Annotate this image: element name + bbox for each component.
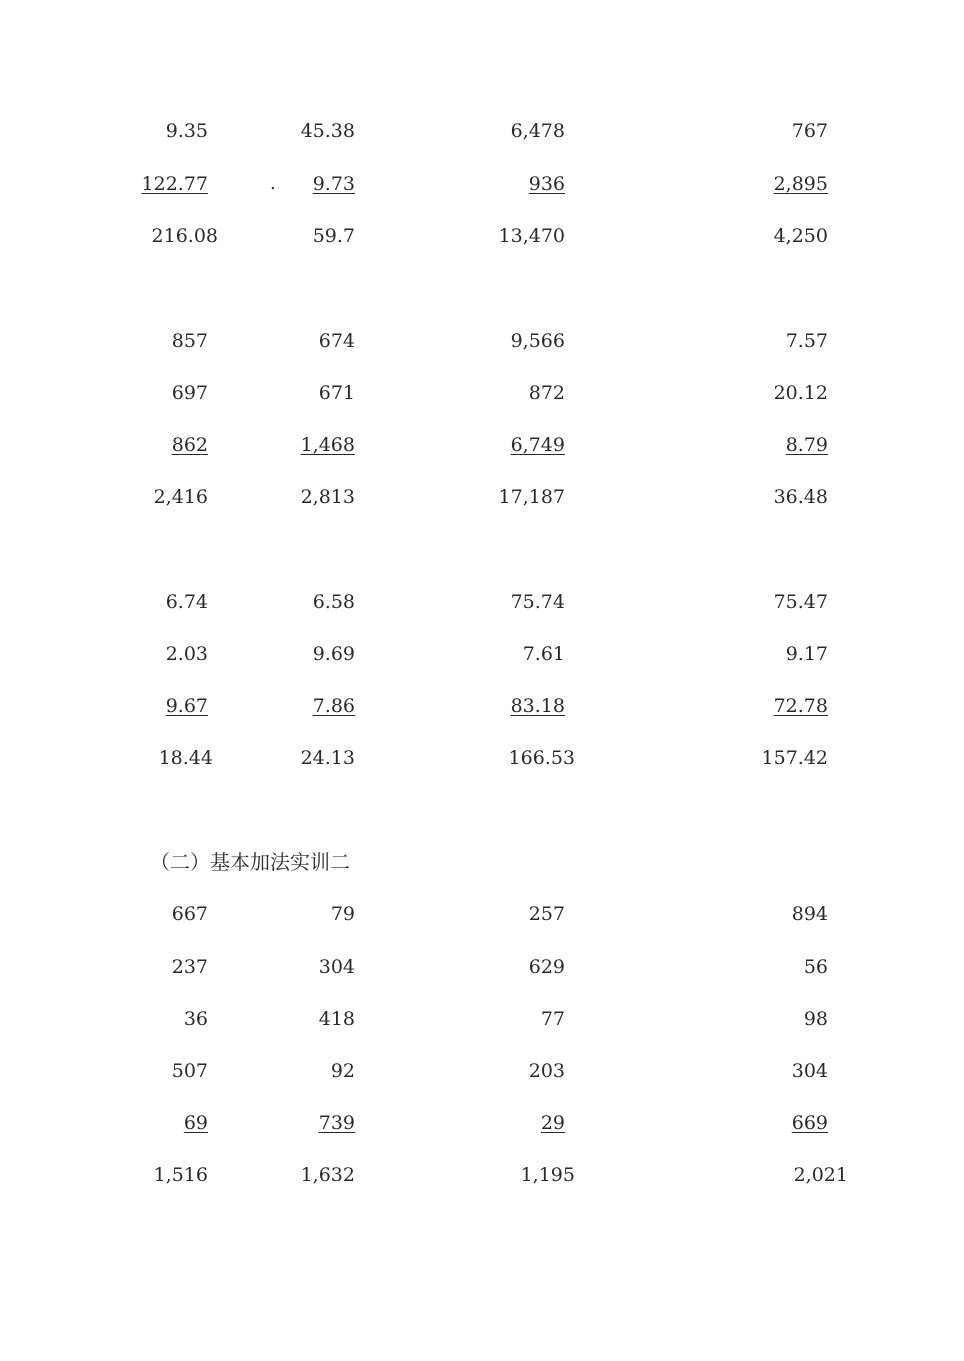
addend: 75.74 <box>510 591 565 613</box>
addend: 20.12 <box>773 382 828 404</box>
addend: 45.38 <box>300 120 355 142</box>
addend: 257 <box>528 903 565 925</box>
last-addend: 936 <box>528 173 565 195</box>
addend: 674 <box>318 330 355 352</box>
addend: 872 <box>528 382 565 404</box>
sum: 2,416 <box>153 486 208 508</box>
last-addend: 6,749 <box>510 434 565 456</box>
sum: 13,470 <box>498 225 565 247</box>
addend: 77 <box>540 1008 565 1030</box>
sum: 2,813 <box>300 486 355 508</box>
last-addend: 669 <box>791 1112 828 1134</box>
last-addend: 1,468 <box>300 434 355 456</box>
addend: 7.61 <box>522 643 565 665</box>
addend: 9.17 <box>785 643 828 665</box>
addend: 697 <box>171 382 208 404</box>
addend: 9,566 <box>510 330 565 352</box>
sum: 1,516 <box>153 1164 208 1186</box>
addend: 304 <box>791 1060 828 1082</box>
addend: 79 <box>330 903 355 925</box>
sum: 17,187 <box>498 486 565 508</box>
last-addend: 83.18 <box>510 695 565 717</box>
sum: 216.08 <box>151 225 218 247</box>
addend: 7.57 <box>785 330 828 352</box>
addend: 6.58 <box>312 591 355 613</box>
last-addend: 7.86 <box>312 695 355 717</box>
last-addend: 8.79 <box>785 434 828 456</box>
addend: 6.74 <box>165 591 208 613</box>
addend: 98 <box>803 1008 828 1030</box>
addend: 237 <box>171 956 208 978</box>
section-heading: （二）基本加法实训二 <box>150 850 350 874</box>
sum: 1,195 <box>520 1164 575 1186</box>
sum: 1,632 <box>300 1164 355 1186</box>
last-addend: 69 <box>183 1112 208 1134</box>
addend: 894 <box>791 903 828 925</box>
sum: 2,021 <box>793 1164 848 1186</box>
sum: 18.44 <box>158 747 213 769</box>
addend: 667 <box>171 903 208 925</box>
last-addend: 72.78 <box>773 695 828 717</box>
sum: 59.7 <box>312 225 355 247</box>
sum: 36.48 <box>773 486 828 508</box>
addend: 2.03 <box>165 643 208 665</box>
sum: 157.42 <box>761 747 828 769</box>
addend: 56 <box>803 956 828 978</box>
last-addend: 739 <box>318 1112 355 1134</box>
addend: 9.69 <box>312 643 355 665</box>
last-addend: 9.67 <box>165 695 208 717</box>
addend: 304 <box>318 956 355 978</box>
last-addend: 29 <box>540 1112 565 1134</box>
addend: 507 <box>171 1060 208 1082</box>
addend: 857 <box>171 330 208 352</box>
stray-mark: . <box>270 173 276 194</box>
sum: 24.13 <box>300 747 355 769</box>
last-addend: 862 <box>171 434 208 456</box>
addend: 6,478 <box>510 120 565 142</box>
addend: 75.47 <box>773 591 828 613</box>
sum: 4,250 <box>773 225 828 247</box>
sum: 166.53 <box>508 747 575 769</box>
last-addend: 9.73 <box>312 173 355 195</box>
addend: 629 <box>528 956 565 978</box>
addend: 418 <box>318 1008 355 1030</box>
addend: 671 <box>318 382 355 404</box>
addend: 9.35 <box>165 120 208 142</box>
last-addend: 122.77 <box>141 173 208 195</box>
addend: 203 <box>528 1060 565 1082</box>
last-addend: 2,895 <box>773 173 828 195</box>
addend: 767 <box>791 120 828 142</box>
addend: 92 <box>330 1060 355 1082</box>
addend: 36 <box>183 1008 208 1030</box>
